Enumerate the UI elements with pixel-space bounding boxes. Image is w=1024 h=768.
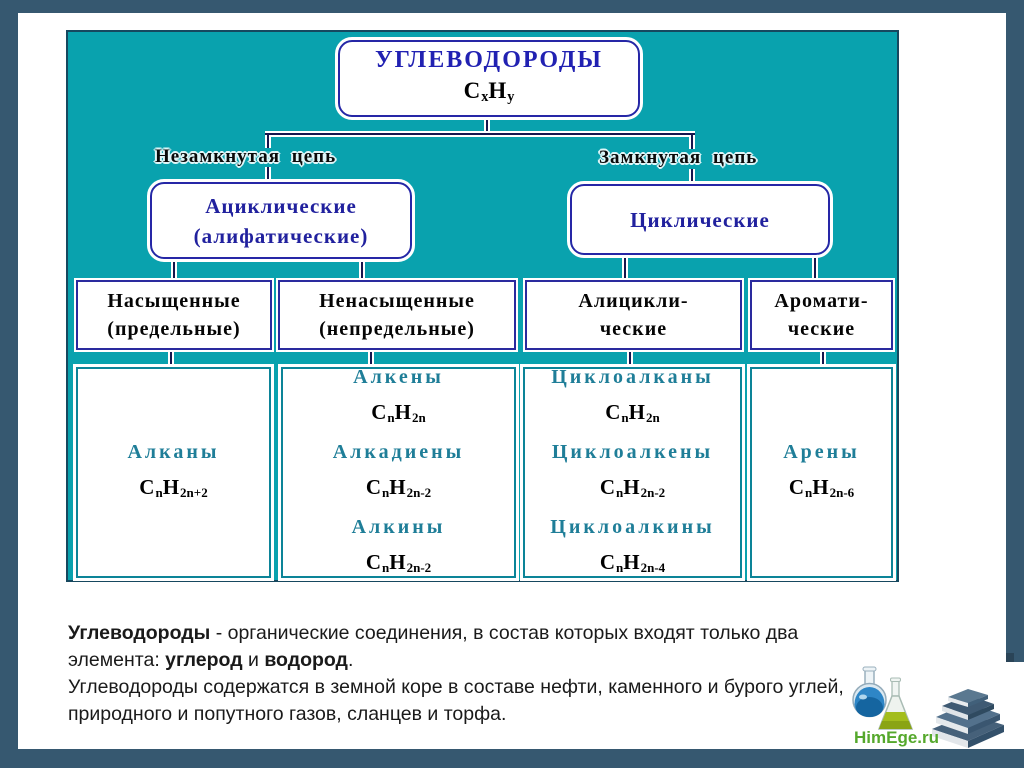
himege-logo	[828, 655, 1024, 755]
connector-branch-bar	[265, 131, 695, 137]
cycloalkenes-name: Циклоалкены	[551, 441, 714, 464]
box-saturated	[76, 280, 272, 350]
arenes-formula: $C_nH_{2n-6}$	[788, 475, 855, 500]
connector-cyclic-alicyclic	[622, 253, 628, 283]
box-unsaturated-line1: Ненасыщенные	[319, 290, 475, 312]
arenes-name: Арены	[783, 441, 860, 464]
box-unsaturated	[278, 280, 516, 350]
cycloalkanes-formula: $C_nH_{2n}$	[605, 400, 660, 426]
alkadienes-name: Алкадиены	[332, 441, 465, 464]
box-alicyclic	[525, 280, 742, 350]
branch-label-open-chain: Незамкнутая цепь	[155, 146, 337, 167]
connector-acyclic-unsaturated	[359, 256, 365, 283]
box-aromatic-line1: Аромати-	[774, 290, 869, 312]
box-cyclic-line1: Циклические	[630, 207, 770, 232]
description-line-1: Углеводороды - органические соединения, в состав которых входят только два	[68, 622, 799, 644]
round-flask-icon	[853, 667, 886, 717]
description-line-3: Углеводороды содержатся в земной коре в составе нефти, каменного и бурого углей,	[68, 676, 844, 698]
box-cyclic	[570, 184, 830, 255]
alkadienes-formula: $C_nH_{2n-2}$	[365, 475, 432, 500]
box-alicyclic-line2: ческие	[599, 318, 668, 340]
cycloalkynes-formula: $C_nH_{2n-4}$	[599, 549, 666, 575]
alkenes-formula: $C_nH_{2n}$	[371, 400, 426, 426]
cycloalkanes-name: Циклоалканы	[551, 366, 714, 389]
box-arenes	[750, 367, 893, 578]
box-aromatic	[750, 280, 893, 350]
alkynes-name: Алкины	[351, 515, 446, 538]
cycloalkenes-formula: $C_nH_{2n-2}$	[599, 475, 666, 500]
box-saturated-line2: (предельные)	[107, 318, 241, 340]
books-icon	[932, 689, 1004, 748]
box-acyclic-line1: Ациклические	[205, 193, 357, 218]
box-alkanes	[76, 367, 271, 578]
root-formula: $C_xH_y$	[463, 77, 515, 106]
box-acyclic	[150, 182, 412, 259]
himege-site-label: HimEge.ru	[854, 728, 940, 747]
branch-label-closed-chain: Замкнутая цепь	[599, 147, 758, 168]
root-box-hydrocarbons	[338, 40, 640, 117]
cycloalkynes-name: Циклоалкины	[550, 515, 715, 538]
connector-cyclic-aromatic	[812, 253, 818, 283]
description-line-4: природного и попутного газов, сланцев и торфа.	[68, 703, 507, 725]
alkanes-formula: $C_nH_{2n+2}$	[139, 475, 208, 500]
alkanes-name: Алканы	[127, 441, 220, 464]
alkenes-name: Алкены	[353, 366, 444, 389]
box-acyclic-line2: (алифатические)	[193, 223, 369, 248]
box-alkenes-group	[281, 367, 516, 578]
box-aromatic-line2: ческие	[787, 318, 856, 340]
box-unsaturated-line2: (непредельные)	[319, 318, 475, 340]
box-saturated-line1: Насыщенные	[107, 290, 241, 312]
alkynes-formula: $C_nH_{2n-2}$	[365, 549, 432, 575]
description-text	[68, 620, 913, 728]
box-alicyclic-line1: Алицикли-	[578, 290, 689, 312]
box-cycloalkanes-group	[523, 367, 742, 578]
root-title: УГЛЕВОДОРОДЫ	[375, 46, 603, 73]
description-line-2: элемента: углерод и водород.	[68, 649, 354, 671]
connector-acyclic-saturated	[171, 256, 177, 283]
